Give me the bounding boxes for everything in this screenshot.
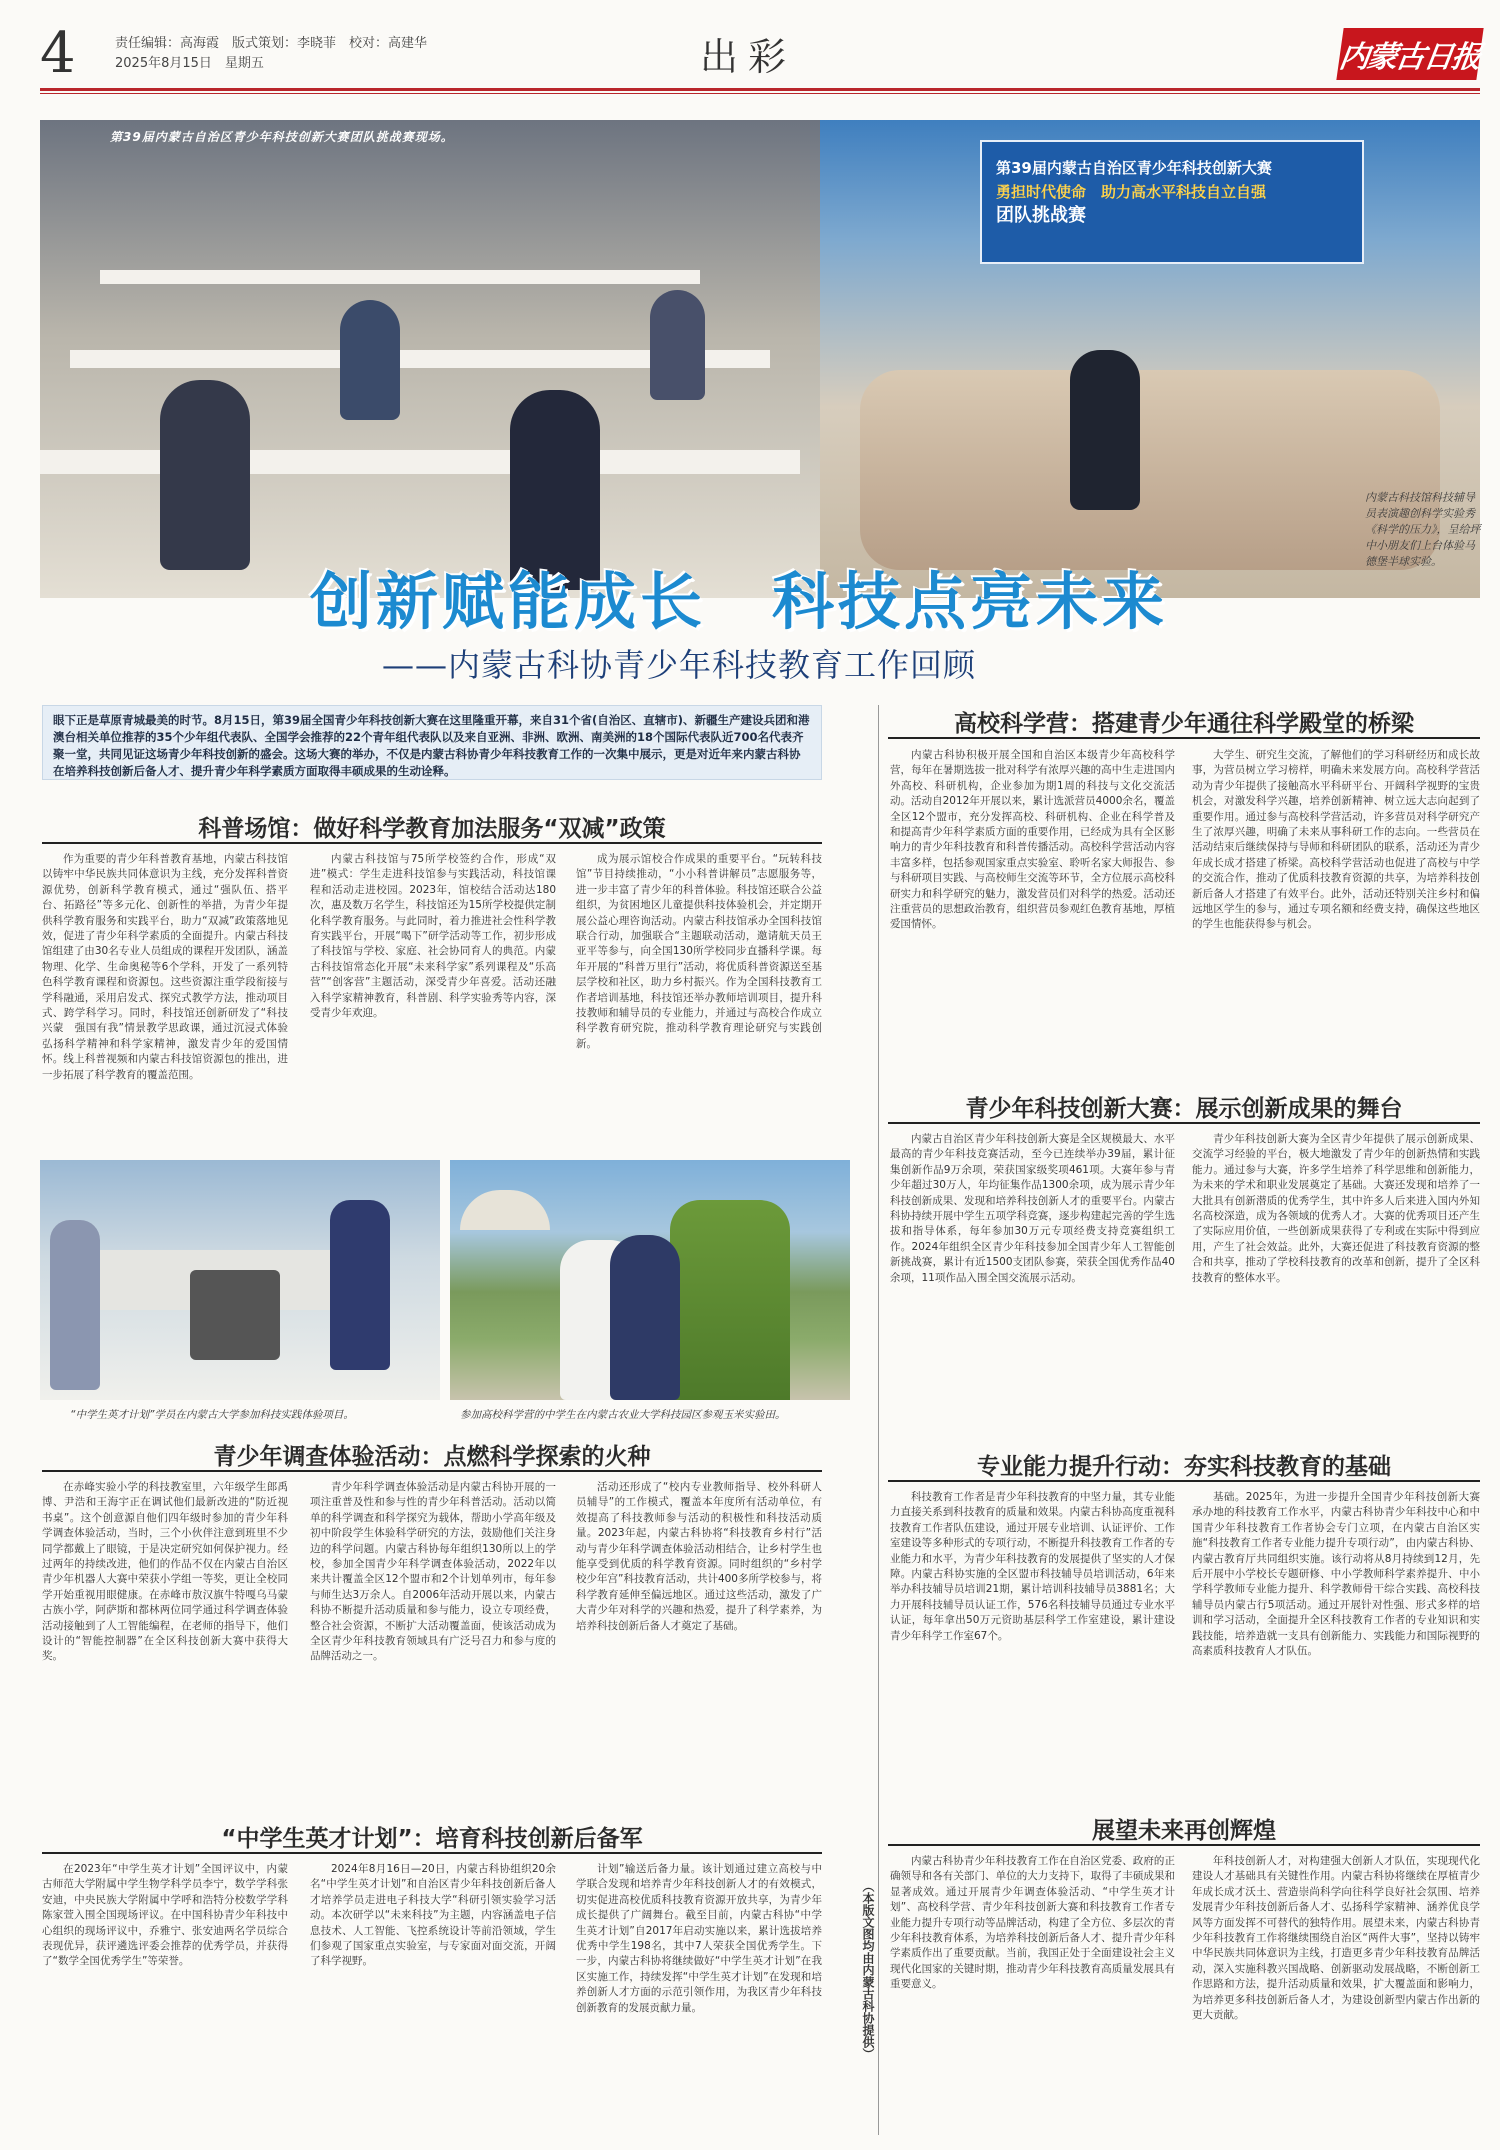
paragraph: 内蒙古自治区青少年科技创新大赛是全区规模最大、水平最高的青少年科技竞赛活动，至今已连续举办39届，累计征集创新作品9万余项，荣获国家级奖项461项。大赛年参与青少年超过30万人，年均征集作品1300余项，成为展示青少年科技创新成果、发现和培养科技创新人才的重要平台。内蒙古科协持续开展中学生五项学科竞赛，逐步构建起完善的学生选拔和指导体系，每年参加30万元专项经费支持竞赛组织工作。2024年组织全区青少年科技参加全国青少年人工智能创新挑战赛，累计有近1500支团队参赛，荣获全国优秀作品40余项，11项作品入围全国交流展示活动。 — [890, 1133, 1175, 1284]
section-rule — [888, 1844, 1480, 1846]
text-column — [890, 1132, 1175, 1432]
work-table — [40, 450, 800, 474]
section-heading: “中学生英才计划”：培育科技创新后备军 — [221, 1826, 643, 1852]
section-name: 出彩 — [700, 35, 797, 79]
section-heading: 高校科学营：搭建青少年通往科学殿堂的桥梁 — [954, 711, 1414, 737]
page-number: 4 — [40, 21, 76, 86]
event-banner — [980, 140, 1364, 264]
text-column — [890, 1490, 1175, 1790]
photo-cornfield-visit — [450, 1160, 850, 1400]
section-heading: 青少年科技创新大赛：展示创新成果的舞台 — [965, 1096, 1403, 1122]
paragraph: 在赤峰实验小学的科技教室里，六年级学生郎禹博、尹浩和王海宇正在调试他们最新改进的“防近视书桌”。这个创意源自他们四年级时参加的青少年科学调查体验活动，当时，三个小伙伴注意到班里不少同学都戴上了眼镜，于是决定研究如何保护视力。经过两年的持续改进，他们的作品不仅在内蒙古自治区青少年机器人大赛中荣获小学组一等奖，更让全校同学开始重视用眼健康。在赤峰市敖汉旗牛特嘎乌马蒙古族小学，阿萨斯和都林两位同学通过科学调查体验活动接触到了人工智能编程，在老师的指导下，他们设计的“智能控制器”在全区科技创新大赛中获得大奖。 — [42, 1481, 288, 1663]
student-figure — [160, 380, 250, 570]
section-rule — [888, 1480, 1480, 1482]
paragraph: 年科技创新人才，对构建强大创新人才队伍，实现现代化建设人才基础具有关键性作用。内蒙古科协将继续在厚植青少年成长成才沃土、营造崇尚科学向往科学良好社会氛围、培养发展青少年科技创新后备人才、弘扬科学家精神、涵养优良学风等方面发挥不可替代的独特作用。展望未来，内蒙古科协青少年科技教育工作将继续围绕自治区“两件大事”，坚持以铸牢中华民族共同体意识为主线，打造更多青少年科技教育品牌活动，深入实施科教兴国战略、创新驱动发展战略，不断创新工作思路和方法，提升活动质量和效果，扩大覆盖面和影响力，为培养更多科技创新后备人才，为建设创新型内蒙古作出新的更大贡献。 — [1192, 1855, 1480, 2022]
banner-line: 勇担时代使命 助力高水平科技自立自强 — [996, 183, 1267, 201]
section-rule — [42, 842, 822, 844]
photo-lab-practice — [40, 1160, 440, 1400]
student-figure — [650, 290, 705, 400]
newspaper-logo — [1336, 28, 1483, 80]
paragraph: 青少年科学调查体验活动是内蒙古科协开展的一项注重普及性和参与性的青少年科普活动。活动以简单的科学调查和科学探究为载体，帮助小学高年级及初中阶段学生体验科学研究的方法，鼓励他们关注身边的科学问题。内蒙古科协每年组织130所以上的学校，参加全国青少年科学调查体验活动，2022年以来共计覆盖全区12个盟市和2个计划单列市，每年参与师生达3万余人。自2006年活动开展以来，内蒙古科协不断提升活动质量和参与能力，设立专项经费，整合社会资源，不断扩大活动覆盖面，使该活动成为全区青少年科技教育领域具有广泛号召力和参与度的品牌活动之一。 — [310, 1481, 556, 1663]
paragraph: 内蒙古科协青少年科技教育工作在自治区党委、政府的正确领导和各有关部门、单位的大力支持下，取得了丰硕成果和显著成效。通过开展青少年调查体验活动、“中学生英才计划”、高校科学营、青少年科技创新大赛和科技教育工作者专业能力提升专项行动等品牌活动，构建了全方位、多层次的青少年科技教育体系，为培养科技创新后备人才、提升青少年科学素质作出了重要贡献。当前，我国正处于全面建设社会主义现代化国家的关键时期，推动青少年科技教育高质量发展具有重要意义。 — [890, 1855, 1175, 1991]
paragraph: 活动还形成了“校内专业教师指导、校外科研人员辅导”的工作模式，覆盖本年度所有活动单位，有效提高了科技教师参与活动的积极性和科技活动质量。2023年起，内蒙古科协将“科技教育乡村行”活动与青少年科学调查体验活动相结合，让乡村学生也能享受到优质的科学教育资源。同时组织的“乡村学校少年宫”科技教育活动，共计400多所学校参与，将科学教育延伸至偏远地区。通过这些活动，激发了广大青少年对科学的兴趣和热爱，提升了科学素养，为培养科技创新后备人才奠定了基础。 — [576, 1481, 822, 1632]
student-figure — [330, 1200, 390, 1370]
hero-side-caption: 内蒙古科技馆科技辅导员表演趣创科学实验秀《科学的压力》，呈给坪中小朋友们上台体验马德堡半球实验。 — [1365, 491, 1481, 568]
banner-line: 第39届内蒙古自治区青少年科技创新大赛 — [996, 159, 1272, 177]
paragraph: 青少年科技创新大赛为全区青少年提供了展示创新成果、交流学习经验的平台，极大地激发了青少年的创新热情和实践能力。通过参与大赛，许多学生培养了科学思维和创新能力，为未来的学术和职业发展奠定了基础。大赛还发现和培养了一大批具有创新潜质的优秀学生，其中许多人后来进入国内外知名高校深造，成为各领域的优秀人才。大赛的优秀项目还产生了实际应用价值，一些创新成果获得了专利或在实际中得到应用，产生了社会效益。此外，大赛还促进了科技教育资源的整合和共享，推动了学校科技教育的改革和创新，提升了全区科技教育的整体水平。 — [1192, 1133, 1480, 1284]
text-column — [42, 1862, 288, 2132]
text-column — [1192, 748, 1480, 1070]
image-credit: （本版文图均由内蒙古科协提供） — [861, 1880, 875, 2060]
paragraph: 大学生、研究生交流，了解他们的学习科研经历和成长故事，为营员树立学习榜样，明确未来发展方向。高校科学营活动为青少年提供了接触高水平科研平台、开阔科学视野的宝贵机会，对激发科学兴趣，培养创新精神、树立远大志向起到了重要作用。通过参与高校科学营活动，许多营员对科学研究产生了浓厚兴趣，明确了未来从事科研工作的志向。一些营员在活动结束后继续保持与导师和科研团队的联系，活动还为青少年成长成才搭建了桥梁。高校科学营活动也促进了高校与中学的交流合作，推动了优质科技教育资源的共享，为培养科技创新后备人才搭建了有效平台。此外，活动还特别关注乡村和偏远地区学生的参与，通过专项名额和经费支持，确保这些地区的学生也能获得参与机会。 — [1192, 749, 1480, 931]
section-heading: 展望未来再创辉煌 — [1092, 1818, 1276, 1844]
text-column — [1192, 1132, 1480, 1432]
text-column — [42, 852, 288, 1152]
text-column — [576, 852, 822, 1152]
credit-line: 责任编辑：高海霞 版式策划：李晓菲 校对：高建华 — [115, 36, 428, 51]
section-rule — [42, 1852, 822, 1854]
paragraph: 在2023年“中学生英才计划”全国评议中，内蒙古师范大学附属中学生物学科学员李宁，数学学科张安迪，中央民族大学附属中学呼和浩特分校数学学科陈家萱入围全国现场评议。在中国科协青少年科技中心组织的现场评议中，乔雅宁、张安迪两名学员综合表现优异，获评遴选评委会推荐的优秀学员，并获得了“数学全国优秀学生”等荣誉。 — [42, 1863, 288, 1968]
section-heading: 青少年调查体验活动：点燃科学探索的火种 — [213, 1444, 651, 1470]
section-heading: 专业能力提升行动：夯实科技教育的基础 — [977, 1454, 1391, 1480]
paragraph: 内蒙古科技馆与75所学校签约合作，形成“双进”模式：学生走进科技馆参与实践活动，科技馆课程和活动走进校园。2023年，馆校结合活动达180次，惠及数万名学生，科技馆还为15所学校提供定制化科学教育服务。与此同时，着力推进社会性科学教育实践平台，开展“喝下”研学活动等工作，初步形成了科技馆与学校、家庭、社会协同育人的典范。内蒙古科技馆常态化开展“未来科学家”系列课程及“乐高营”“创客营”主题活动，深受青少年喜爱。活动还融入科学家精神教育，科普剧、科学实验秀等内容，深受青少年欢迎。 — [310, 853, 556, 1020]
student-figure — [340, 300, 400, 420]
section-rule — [888, 1122, 1480, 1124]
paragraph: 作为重要的青少年科普教育基地，内蒙古科技馆以铸牢中华民族共同体意识为主线，充分发挥科普资源优势，创新科学教育模式，通过“强队伍、搭平台、拓路径”等多元化、创新性的举措，为青少年提供科学教育服务和实践平台，助力“双减”政策落地见效，促进了青少年科学素质的全面提升。内蒙古科技馆组建了由30名专业人员组成的课程开发团队，涵盖物理、化学、生命奥秘等6个学科，开发了一系列特色科学教育课程和资源包。这些资源注重学段衔接与学科融通，采用启发式、探究式教学方法，推动项目式、跨学科学习。同时，科技馆还创新研发了“科技兴蒙 强国有我”情景教学思政课，通过沉浸式体验弘扬科学精神和科学家精神，激发青少年的爱国情怀。线上科普视频和内蒙古科技馆资源包的推出，进一步拓展了科学教育的覆盖范围。 — [42, 853, 288, 1081]
paragraph: 科技教育工作者是青少年科技教育的中坚力量，其专业能力直接关系到科技教育的质量和效果。内蒙古科协高度重视科技教育工作者队伍建设，通过开展专业培训、认证评价、工作室建设等多种形式的专项行动，不断提升科技教育工作者的专业能力和水平，为青少年科技教育的发展提供了坚实的人才保障。内蒙古科协实施的全区盟市科技辅导员培训活动，6年来举办科技辅导员培训21期，累计培训科技辅导员3881名；大力开展科技辅导员认证工作，576名科技辅导员通过专业水平认证，每年拿出50万元资助基层科学工作室建设，累计建设青少年科学工作室67个。 — [890, 1491, 1175, 1642]
umbrella — [460, 1190, 550, 1230]
hero-caption: 第39届内蒙古自治区青少年科技创新大赛团队挑战赛现场。 — [110, 130, 454, 144]
main-headline: 创新赋能成长 科技点亮未来 — [310, 565, 1169, 638]
text-column — [1192, 1490, 1480, 1790]
text-column — [42, 1480, 288, 1788]
corn-plants — [670, 1200, 790, 1400]
text-column — [310, 1862, 556, 2132]
header-rule-thin — [40, 93, 1480, 94]
work-table — [100, 270, 700, 284]
paragraph: 2024年8月16日—20日，内蒙古科协组织20余名“中学生英才计划”和自治区青少年科技创新后备人才培养学员走进电子科技大学“科研引领实验学习活动。本次研学以“未来科技”为主题，内容涵盖电子信息技术、人工智能、飞控系统设计等前沿领域，学生们参观了国家重点实验室，与专家面对面交流，开阔了科学视野。 — [310, 1863, 556, 1968]
performer-figure — [1070, 350, 1140, 510]
robot-arm — [190, 1270, 280, 1360]
paragraph: 计划”输送后备力量。该计划通过建立高校与中学联合发现和培养青少年科技创新人才的有效模式，切实促进高校优质科技教育资源开放共享，为青少年成长提供了广阔舞台。截至目前，内蒙古科协“中学生英才计划”自2017年启动实施以来，累计选拔培养优秀中学生198名，其中7人荣获全国优秀学生。下一步，内蒙古科协将继续做好“中学生英才计划”在我区实施工作，持续发挥“中学生英才计划”在发现和培养创新人才方面的示范引领作用，为我区青少年科技创新教育的发展贡献力量。 — [576, 1863, 822, 2014]
text-column — [890, 1854, 1175, 2134]
intro-box: 眼下正是草原青城最美的时节。8月15日，第39届全国青少年科技创新大赛在这里隆重开幕，来自31个省(自治区、直辖市)、新疆生产建设兵团和港澳台相关单位推荐的35个少年组代表队、全国学会推荐的22个青年组代表队以及来自亚洲、非洲、欧洲、南美洲的18个国际代表队近700名代表齐聚一堂，共同见证这场青少年科技创新的盛会。这场大赛的举办，不仅是内蒙古科协青少年科技教育工作的一次集中展示，更是对近年来内蒙古科协在培养科技创新后备人才、提升青少年科学素质方面取得丰硕成果的生动诠释。 — [42, 705, 822, 780]
header-rule — [40, 88, 1480, 91]
section-rule — [888, 737, 1480, 739]
hero-photo — [40, 120, 1480, 598]
text-column — [890, 748, 1175, 1070]
text-column — [1192, 1854, 1480, 2134]
date-line: 2025年8月15日 星期五 — [115, 56, 264, 71]
student-figure — [50, 1220, 100, 1390]
editor-credits — [115, 34, 427, 74]
crowd-group — [860, 370, 1440, 570]
text-column — [310, 1480, 556, 1788]
paragraph: 内蒙古科协积极开展全国和自治区本级青少年高校科学营，每年在暑期选拔一批对科学有浓厚兴趣的高中生走进国内外高校、科研机构，企业参加为期1周的科技与文化交流活动。活动自2012年开展以来，累计选派营员4000余名，覆盖全区12个盟市，充分发挥高校、科研机构、企业在科学普及和提高青少年科学素质方面的重要作用，已经成为具有全区影响力的青少年科技教育和科普传播活动。高校科学营活动内容丰富多样，包括参观国家重点实验室、聆听名家大师报告、参与科研项目实践、与高校师生交流等环节，全方位展示高校科研实力和科学研究的魅力，激发营员们对科学的热爱。活动还注重营员的思想政治教育，组织营员参观红色教育基地，厚植爱国情怀。 — [890, 749, 1175, 931]
banner-text — [996, 156, 1346, 228]
logo-text: 内蒙古日报 — [1337, 40, 1482, 75]
banner-line: 团队挑战赛 — [996, 205, 1086, 226]
column-divider — [878, 705, 879, 2135]
paragraph: 成为展示馆校合作成果的重要平台。“玩转科技馆”节目持续推动，“小小科普讲解员”志愿服务等，进一步丰富了青少年的科普体验。科技馆还联合公益组织，为贫困地区儿童提供科技体验机会，并定期开展公益心理咨询活动。内蒙古科技馆承办全国科技馆联合行动，加强联合“主题联动活动，邀请航天员王亚平等参与，向全国130所学校同步直播科学课。每年开展的“科普万里行”活动，将优质科普资源送至基层学校和社区，助力乡村振兴。作为全国科技教育工作者培训基地，科技馆还举办教师培训项目，提升科技教师和辅导员的专业能力，并通过与高校合作成立科学教育研究院，推动科学教育理论研究与实践创新。 — [576, 853, 822, 1050]
competition-hall-scene — [40, 120, 820, 598]
text-column — [576, 1862, 822, 2132]
sub-headline: ——内蒙古科协青少年科技教育工作回顾 — [382, 646, 977, 684]
text-column — [576, 1480, 822, 1788]
photo-caption: “中学生英才计划”学员在内蒙古大学参加科技实践体验项目。 — [70, 1409, 354, 1421]
paragraph: 基础。2025年，为进一步提升全国青少年科技创新大赛承办地的科技教育工作水平，内蒙古科协青少年科技中心和中国青少年科技教育工作者协会专门立项，在内蒙古自治区实施“科技教育工作者专业能力提升专项行动”，由内蒙古科协、内蒙古教育厅共同组织实施。该行动将从8月持续到12月，先后开展中小学校长专题研修、中小学教师科学素养提升、中小学科学教师专业能力提升、科学教师骨干综合实践、高校科技辅导员内蒙古行5项活动。通过开展针对性强、形式多样的培训和学习活动，全面提升全区科技教育工作者的专业知识和实践技能，培养造就一支具有创新能力、实践能力和国际视野的高素质科技教育人才队伍。 — [1192, 1491, 1480, 1658]
section-rule — [42, 1470, 822, 1472]
text-column — [310, 852, 556, 1152]
guide-figure — [610, 1235, 680, 1400]
section-heading: 科普场馆：做好科学教育加法服务“双减”政策 — [198, 816, 666, 842]
photo-caption: 参加高校科学营的中学生在内蒙古农业大学科技园区参观玉米实验田。 — [460, 1409, 786, 1421]
